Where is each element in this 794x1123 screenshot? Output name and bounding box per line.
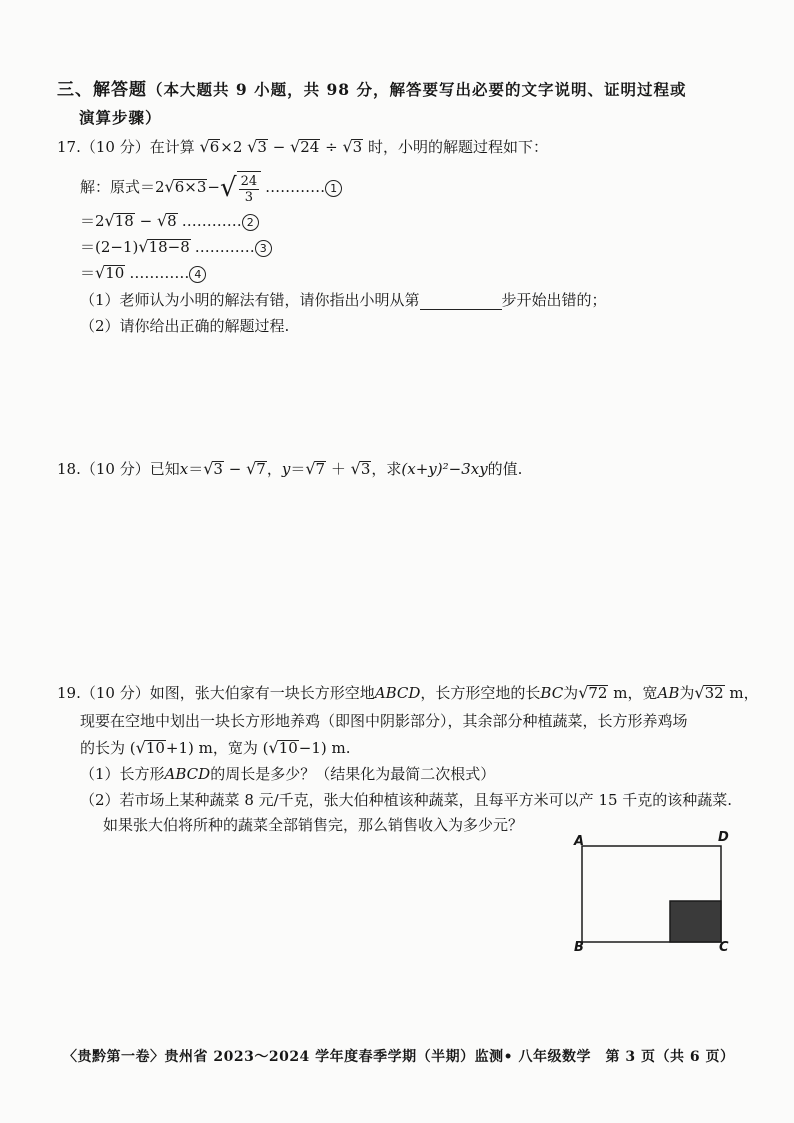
q19-r10b: 10	[278, 739, 298, 757]
label-a: A	[574, 834, 585, 849]
q17-step2-mark: 2	[242, 214, 259, 231]
q19-line3-a: 的长为 (	[80, 739, 136, 757]
q17-step1-mark: 1	[325, 180, 342, 197]
q17-step2-dots: …………	[181, 212, 242, 230]
q17-step2-prefix: ＝2	[80, 212, 105, 230]
q18-r4: 3	[360, 460, 371, 478]
q17-stem-pre: 在计算	[149, 138, 195, 156]
q19-line1-c: 为	[563, 684, 579, 702]
q18-r3: 7	[315, 460, 326, 478]
q17-step3-rad: 18−8	[148, 238, 190, 256]
q17-stem: 17.（10 分）在计算 √6×2 √3 − √24 ÷ √3 时，小明的解题过程如下：	[57, 137, 548, 156]
q17-step4-rad: 10	[105, 264, 125, 282]
q18-text-b: ，求	[371, 460, 402, 478]
page-footer: 〈贵黔第一卷〉贵州省 2023～2024 学年度春季学期（半期）监测• 八年级数学 第 3 页（共 6 页）	[63, 1049, 735, 1065]
rectangle-diagram	[572, 830, 742, 960]
q18-minus: −	[223, 460, 247, 478]
q17-sub2: （2）请你给出正确的解题过程.	[80, 317, 290, 335]
q19-line3-b: +1) m，宽为 (	[165, 739, 269, 757]
q17-step4-dots: …………	[129, 264, 190, 282]
q17-expr-r1: 6	[209, 138, 220, 156]
q17-step3-dots: …………	[194, 238, 255, 256]
q17-step1-frac-den: 3	[244, 190, 253, 205]
q18-score: （10 分）	[80, 460, 150, 478]
q17-step4: ＝√10 ………… 4	[80, 263, 206, 283]
q19-line1: 19.（10 分）如图，张大伯家有一块长方形空地ABCD，长方形空地的长BC为√72 m，宽AB为√32 m，	[57, 683, 759, 702]
q19-bc: BC	[540, 684, 564, 702]
q17-step2-minus: −	[134, 212, 157, 230]
q17-step1-frac-num: 24	[240, 174, 258, 189]
q17-step1-prefix: 解：原式＝2	[80, 178, 165, 196]
chicken-farm-shaded	[670, 901, 721, 942]
q17-number: 17.	[57, 138, 81, 156]
q19-line1-a: 如图，张大伯家有一块长方形空地	[149, 684, 375, 702]
q17-sub1	[80, 290, 607, 310]
q19-sub1	[80, 764, 495, 784]
q18-stem: 18.（10 分）已知x＝√3 − √7，y＝√7 ＋ √3，求(x+y)²−3xy的值.	[57, 459, 523, 478]
q18-plus: ＋	[326, 460, 351, 478]
q17-expr-r3: 24	[300, 138, 320, 156]
q17-score: （10 分）	[80, 138, 150, 156]
q17-step2-rad1: 18	[114, 212, 134, 230]
q19-line1-e: 为	[679, 684, 695, 702]
q18-eq2: ＝	[290, 460, 306, 478]
q17-step1-rad: 6×3	[174, 178, 207, 196]
label-c: C	[719, 940, 729, 955]
q18-text-a: 已知	[149, 460, 180, 478]
q19-r72: 72	[588, 684, 608, 702]
q18-var-x: x	[179, 460, 189, 478]
q19-line1-f: m，	[724, 684, 759, 702]
section-heading	[57, 76, 757, 132]
q18-expr: (x+y)²−3xy	[401, 460, 488, 478]
q19-sub2-line2: 如果张大伯将所种的蔬菜全部销售完，那么销售收入为多少元？	[103, 816, 524, 834]
q17-step2-rad2: 8	[167, 212, 177, 230]
q17-expr-div: ÷	[320, 138, 343, 156]
q19-number: 19.	[57, 684, 81, 702]
q18-eq: ＝	[188, 460, 204, 478]
q18-comma: ，	[266, 460, 282, 478]
q17-stem-post: 时，小明的解题过程如下：	[367, 138, 548, 156]
q19-sub1-b: 的周长是多少？（结果化为最简二次根式）	[210, 765, 496, 783]
section-desc-line1: （本大题共 9 小题，共 98 分，解答要写出必要的文字说明、证明过程或	[147, 80, 687, 99]
q17-answer-blank[interactable]	[420, 294, 502, 310]
section-desc-line2: 演算步骤）	[79, 108, 162, 127]
q19-sub1-abcd: ABCD	[164, 765, 211, 783]
q19-ab: AB	[657, 684, 680, 702]
rectangle-diagram-svg	[572, 830, 742, 960]
q18-r2: 7	[256, 460, 266, 478]
q17-step2: ＝2√18 − √8 ………… 2	[80, 211, 259, 231]
q19-line3-c: −1) m.	[298, 739, 351, 757]
q17-expr-minus: −	[267, 138, 291, 156]
q19-sub2-line1: （2）若市场上某种蔬菜 8 元/千克，张大伯种植该种蔬菜，且每平方米可以产 15 千克的该种蔬菜.	[80, 791, 733, 809]
q17-step1-minus: −	[207, 178, 220, 196]
q17-expr-r2: 3	[257, 138, 267, 156]
q17-step3-prefix: ＝(2−1)	[80, 238, 139, 256]
q17-step1: 解：原式＝2√6×3−√ $\frac{24}{3}$ ………… 1	[80, 170, 342, 206]
q17-step3: ＝(2−1)√18−8 ………… 3	[80, 237, 272, 257]
q19-line1-d: m，宽	[608, 684, 658, 702]
q17-sub1-pre: （1）老师认为小明的解法有错，请你指出小明从第	[80, 291, 420, 309]
q17-step1-dots: …………	[265, 178, 326, 196]
q17-expr-r4: 3	[352, 138, 363, 156]
q19-line1-b: ，长方形空地的长	[420, 684, 541, 702]
q19-r32: 32	[704, 684, 724, 702]
q19-line3: 的长为 (√10+1) m，宽为 (√10−1) m.	[80, 738, 351, 757]
section-title: 三、解答题	[57, 80, 147, 100]
q18-text-c: 的值.	[487, 460, 523, 478]
label-b: B	[574, 940, 584, 955]
q19-sub1-a: （1）长方形	[80, 765, 165, 783]
q17-step4-prefix: ＝	[80, 264, 96, 282]
q18-r1: 3	[213, 460, 223, 478]
q19-line2: 现要在空地中划出一块长方形地养鸡（即图中阴影部分），其余部分种植蔬菜，长方形养鸡场	[80, 712, 688, 730]
q19-score: （10 分）	[80, 684, 150, 702]
q17-sub1-post: 步开始出错的；	[501, 291, 607, 309]
q18-var-y: y	[281, 460, 291, 478]
q17-step4-mark: 4	[189, 266, 206, 283]
q19-abcd: ABCD	[374, 684, 421, 702]
label-d: D	[718, 830, 729, 845]
q19-r10a: 10	[145, 739, 165, 757]
q18-number: 18.	[57, 460, 81, 478]
q17-step3-mark: 3	[255, 240, 272, 257]
q17-expr-mul: ×2	[220, 138, 243, 156]
